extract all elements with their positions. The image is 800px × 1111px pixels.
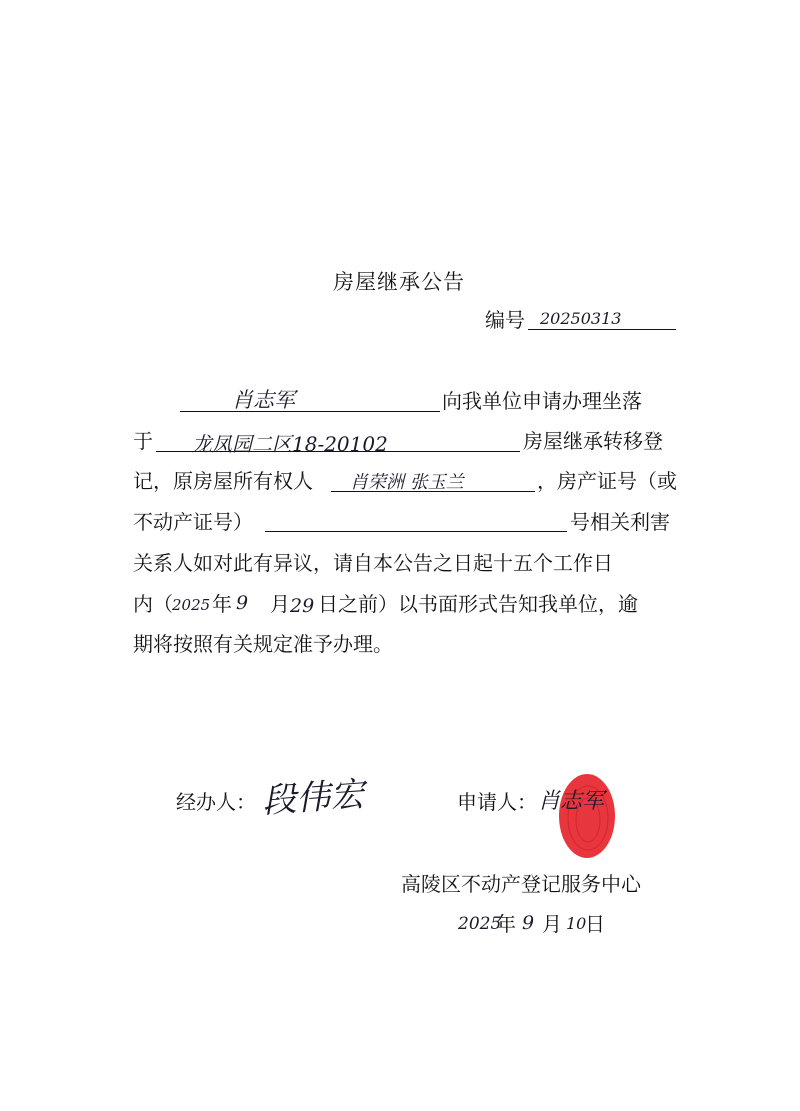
handler-label: 经办人： <box>176 790 256 814</box>
line3-text-b: ，房产证号（或 <box>537 469 677 493</box>
deadline-day: 29 <box>290 595 315 617</box>
deadline-year: 2025 <box>172 596 211 614</box>
line5-text: 关系人如对此有异议，请自本公告之日起十五个工作日 <box>133 551 613 575</box>
cert-no-underline <box>265 531 567 532</box>
line6-p2: 日之前）以书面形式告知我单位，逾 <box>318 592 638 616</box>
serial-value: 20250313 <box>540 309 622 328</box>
footer-date-day: 10 <box>566 914 587 933</box>
deadline-nian: 年 <box>212 592 232 616</box>
location-handwriting: 龙凤园二区18-20102 <box>192 432 388 456</box>
line3-text-a: 记，原房屋所有权人 <box>133 469 313 493</box>
serial-underline <box>528 329 676 330</box>
line2-prefix: 于 <box>133 429 153 453</box>
line4-text-b: 号相关利害 <box>570 510 670 534</box>
line7-text: 期将按照有关规定准予办理。 <box>133 632 393 656</box>
footer-date-ri: 日 <box>585 912 605 936</box>
deadline-month: 9 <box>236 592 249 614</box>
applicant-label: 申请人： <box>457 790 537 814</box>
applicant-signature: 肖志军 <box>538 789 605 814</box>
footer-date-month: 9 <box>522 912 535 934</box>
serial-label: 编号 <box>485 308 525 332</box>
applicant-underline <box>180 411 440 412</box>
owners-handwriting: 肖荣洲 张玉兰 <box>350 472 464 493</box>
document-title: 房屋继承公告 <box>333 270 465 294</box>
line1-text: 向我单位申请办理坐落 <box>442 389 642 413</box>
footer-date-nian: 年 <box>496 912 516 936</box>
deadline-yue: 月 <box>270 592 290 616</box>
line2-text: 房屋继承转移登 <box>523 429 663 453</box>
footer-date-year: 2025 <box>458 914 502 934</box>
handler-signature: 段伟宏 <box>260 774 366 822</box>
line4-text-a: 不动产证号） <box>133 510 253 534</box>
applicant-handwriting: 肖志军 <box>232 388 295 412</box>
footer-date-yue: 月 <box>542 912 562 936</box>
footer-org: 高陵区不动产登记服务中心 <box>401 872 641 896</box>
line6-p1: 内（ <box>133 592 173 616</box>
